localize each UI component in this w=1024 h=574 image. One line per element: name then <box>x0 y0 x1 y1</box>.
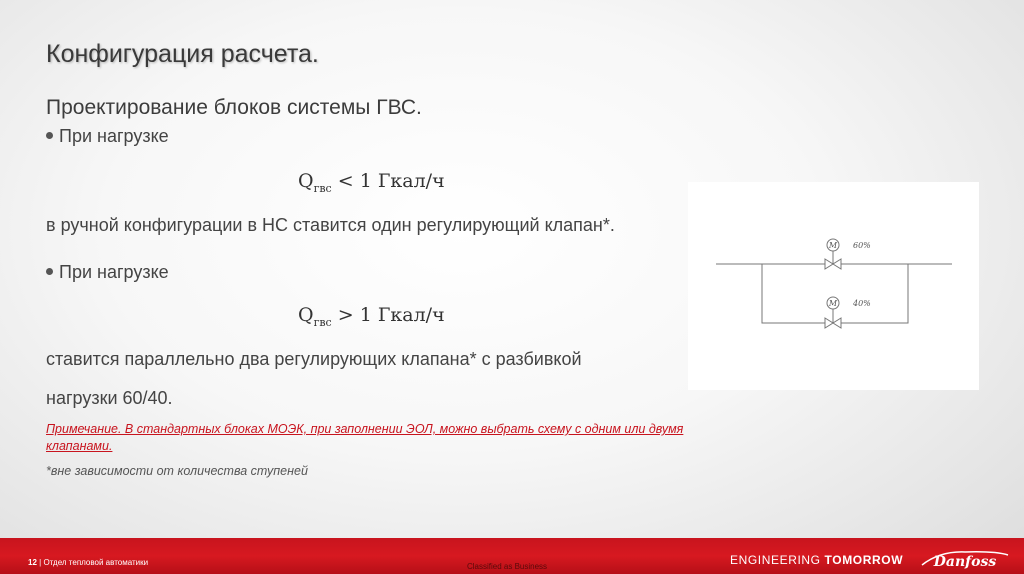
footer-left: 12 | Отдел тепловой автоматики <box>28 558 149 567</box>
text-single-valve: в ручной конфигурации в НС ставится один регулирующий клапан*. <box>46 215 615 235</box>
text-split-ratio: нагрузки 60/40. <box>46 388 173 408</box>
danfoss-logo <box>920 549 1010 571</box>
slide-subtitle: Проектирование блоков системы ГВС. <box>46 96 422 119</box>
bullet-text: При нагрузке <box>59 262 169 282</box>
bullet-text: При нагрузке <box>59 126 169 146</box>
valve-top-percent: 60% <box>853 241 871 250</box>
note-link[interactable]: Примечание. В стандартных блоках МОЭК, при заполнении ЭОЛ, можно выбрать схему с одним или двумя клапанами. <box>46 422 684 453</box>
classification-label: Classified as Business <box>467 562 548 571</box>
formula-load-less: $Q_{гвс} < 1$ Гкал/ч <box>298 170 445 195</box>
department-name: Отдел тепловой автоматики <box>43 558 149 567</box>
footnote: *вне зависимости от количества ступеней <box>46 464 308 478</box>
valve-scheme-diagram <box>688 182 979 390</box>
text-two-valves: ставится параллельно два регулирующих клапана* с разбивкой <box>46 349 582 369</box>
footer-bar <box>0 538 1024 574</box>
slide-title: Конфигурация расчета. <box>46 40 319 68</box>
bullet-load-high <box>46 262 169 283</box>
bypass-pipe-line <box>762 264 908 323</box>
tagline: ENGINEERING TOMORROW <box>730 553 904 567</box>
bullet-dot-icon <box>46 132 53 139</box>
page-number: 12 <box>28 558 37 567</box>
valve-scheme-svg <box>688 182 979 390</box>
motor-bottom-label: M <box>828 299 838 308</box>
valve-bottom-percent: 40% <box>853 299 871 308</box>
svg-text:Danfoss: Danfoss <box>933 554 997 570</box>
bullet-dot-icon <box>46 268 53 275</box>
formula-load-greater: $Q_{гвс} > 1$ Гкал/ч <box>298 304 445 329</box>
bullet-load-low <box>46 126 169 147</box>
motor-top-label: M <box>828 241 838 250</box>
